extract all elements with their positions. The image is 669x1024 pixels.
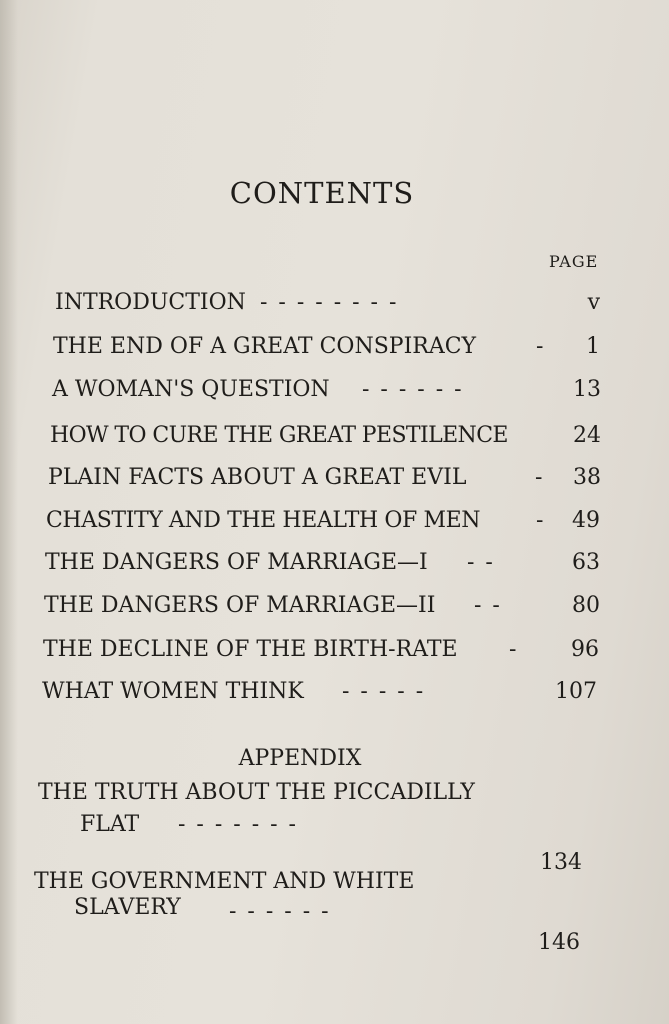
page-column-label: PAGE (549, 252, 599, 271)
toc-entry-leader: - - (474, 593, 502, 618)
toc-entry-title: WHAT WOMEN THINK (42, 679, 304, 704)
toc-entry (44, 593, 600, 623)
toc-entry-title: CHASTITY AND THE HEALTH OF MEN (46, 508, 481, 533)
toc-entry-page: 49 (572, 508, 600, 533)
toc-entry-leader: - - (467, 550, 495, 575)
toc-entry-leader: - (536, 508, 546, 533)
toc-entry-page: 63 (572, 550, 600, 575)
toc-entry-page: 80 (572, 593, 600, 618)
toc-entry (53, 334, 600, 364)
contents-heading: CONTENTS (229, 176, 415, 210)
toc-entry-leader: - - - - - - (229, 899, 331, 924)
toc-entry-page: 146 (538, 930, 580, 955)
toc-entry-title: THE END OF A GREAT CONSPIRACY (53, 334, 477, 359)
toc-entry (42, 679, 597, 709)
toc-entry-title: THE DANGERS OF MARRIAGE—II (44, 593, 436, 618)
toc-entry-title: THE DECLINE OF THE BIRTH-RATE (43, 637, 458, 662)
toc-entry-leader: - (509, 637, 519, 662)
toc-entry (55, 290, 600, 320)
toc-entry (50, 423, 601, 453)
toc-entry-page: 134 (540, 850, 582, 875)
toc-entry-page: 24 (573, 423, 601, 448)
toc-entry (48, 465, 601, 495)
toc-entry-page: 96 (571, 637, 599, 662)
appendix-heading: APPENDIX (238, 746, 362, 771)
toc-entry-leader: - - - - - - (362, 377, 464, 402)
toc-entry-appendix (38, 780, 583, 844)
toc-entry-page: 13 (573, 377, 601, 402)
toc-entry-leader: - - - - - - - (178, 812, 298, 837)
toc-entry-appendix (34, 855, 579, 924)
toc-entry (45, 550, 600, 580)
toc-entry-title: A WOMAN'S QUESTION (52, 377, 330, 402)
toc-entry-page: 1 (586, 334, 600, 359)
toc-entry-page: 107 (555, 679, 597, 704)
toc-entry-page: 38 (573, 465, 601, 490)
toc-entry (43, 637, 599, 667)
toc-entry-leader: - - - - - - - - (260, 290, 399, 315)
toc-entry-title: HOW TO CURE THE GREAT PESTILENCE (50, 423, 508, 448)
toc-entry-page: v (587, 290, 600, 315)
toc-entry (52, 377, 601, 407)
toc-entry-title-continued: SLAVERY (74, 895, 181, 920)
toc-entry-title: PLAIN FACTS ABOUT A GREAT EVIL (48, 465, 467, 490)
toc-entry-title: INTRODUCTION (55, 290, 246, 315)
toc-entry-leader: - (536, 334, 546, 359)
toc-entry (46, 508, 600, 538)
toc-entry-title: THE DANGERS OF MARRIAGE—I (45, 550, 428, 575)
toc-entry-leader: - (535, 465, 545, 490)
toc-entry-page-wrap (500, 930, 580, 960)
toc-entry-title: THE TRUTH ABOUT THE PICCADILLY (38, 780, 475, 805)
toc-entry-leader: - - - - - (342, 679, 426, 704)
toc-entry-title: THE GOVERNMENT AND WHITE (34, 869, 415, 894)
toc-entry-title-continued: FLAT (80, 812, 140, 837)
